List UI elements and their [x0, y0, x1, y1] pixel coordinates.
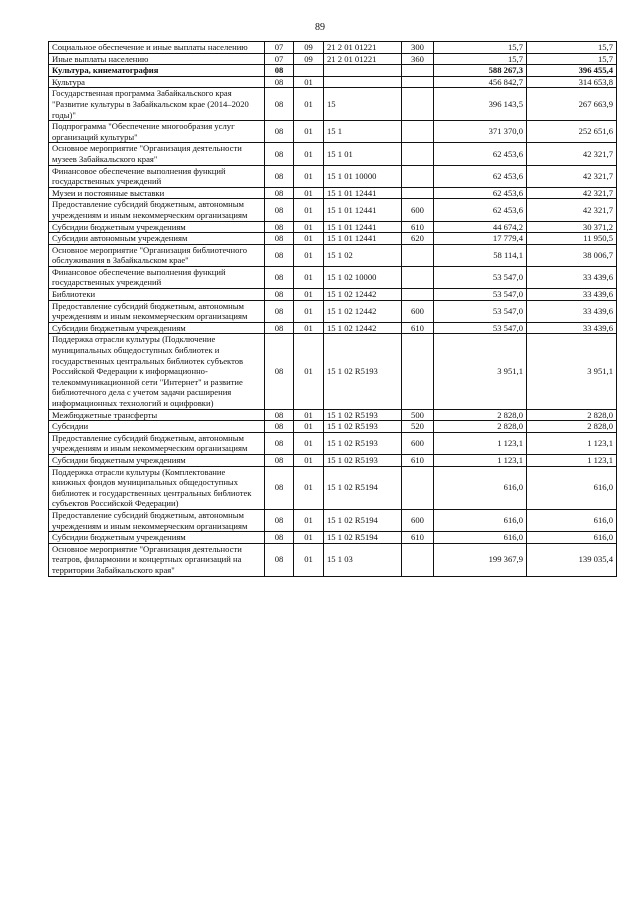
row-name-cell: Финансовое обеспечение выполнения функций государственных учреждений — [49, 165, 265, 187]
row-target-code-cell: 15 1 02 R5194 — [324, 509, 402, 531]
table-row — [49, 233, 617, 245]
row-amount-1-cell: 62 453,6 — [434, 165, 527, 187]
row-ved-cell: 08 — [265, 454, 294, 466]
row-section-cell: 01 — [294, 289, 324, 301]
table-row — [49, 289, 617, 301]
row-expense-type-cell: 300 — [402, 42, 434, 54]
row-section-cell: 01 — [294, 244, 324, 266]
row-section-cell: 01 — [294, 543, 324, 576]
table-row — [49, 466, 617, 509]
row-name-cell: Предоставление субсидий бюджетным, автономным учреждениям и иным некоммерческим организациям — [49, 432, 265, 454]
row-name-cell: Финансовое обеспечение выполнения функций государственных учреждений — [49, 266, 265, 288]
row-amount-1-cell: 2 828,0 — [434, 409, 527, 421]
row-amount-1-cell: 53 547,0 — [434, 266, 527, 288]
table-row — [49, 165, 617, 187]
row-ved-cell: 08 — [265, 322, 294, 334]
row-target-code-cell: 15 1 02 — [324, 244, 402, 266]
row-name-cell: Основное мероприятие "Организация деятельности театров, филармонии и концертных организаций на территории Забайкальского края" — [49, 543, 265, 576]
row-ved-cell: 08 — [265, 266, 294, 288]
row-expense-type-cell — [402, 76, 434, 88]
row-target-code-cell: 15 1 03 — [324, 543, 402, 576]
row-amount-2-cell: 11 950,5 — [527, 233, 617, 245]
row-amount-1-cell: 53 547,0 — [434, 322, 527, 334]
row-expense-type-cell: 600 — [402, 300, 434, 322]
row-name-cell: Субсидии — [49, 421, 265, 433]
row-amount-2-cell: 616,0 — [527, 532, 617, 544]
row-amount-1-cell: 396 143,5 — [434, 88, 527, 121]
row-target-code-cell: 15 — [324, 88, 402, 121]
row-amount-2-cell: 42 321,7 — [527, 143, 617, 165]
row-amount-1-cell: 588 267,3 — [434, 65, 527, 77]
row-section-cell: 01 — [294, 466, 324, 509]
row-amount-2-cell: 139 035,4 — [527, 543, 617, 576]
row-expense-type-cell: 600 — [402, 509, 434, 531]
row-section-cell: 09 — [294, 42, 324, 54]
row-amount-2-cell: 42 321,7 — [527, 199, 617, 221]
row-section-cell: 01 — [294, 432, 324, 454]
table-row — [49, 65, 617, 77]
row-amount-2-cell: 33 439,6 — [527, 322, 617, 334]
row-name-cell: Субсидии бюджетным учреждениям — [49, 221, 265, 233]
row-expense-type-cell — [402, 466, 434, 509]
table-row — [49, 187, 617, 199]
table-row — [49, 244, 617, 266]
row-expense-type-cell — [402, 143, 434, 165]
row-target-code-cell: 15 1 01 12441 — [324, 233, 402, 245]
row-amount-2-cell: 2 828,0 — [527, 409, 617, 421]
row-amount-1-cell: 371 370,0 — [434, 121, 527, 143]
row-expense-type-cell: 600 — [402, 432, 434, 454]
row-target-code-cell: 15 1 01 10000 — [324, 165, 402, 187]
row-target-code-cell: 15 1 02 R5193 — [324, 334, 402, 409]
row-expense-type-cell: 610 — [402, 454, 434, 466]
row-target-code-cell: 15 1 02 12442 — [324, 289, 402, 301]
row-amount-2-cell: 42 321,7 — [527, 187, 617, 199]
row-amount-2-cell: 38 006,7 — [527, 244, 617, 266]
row-amount-1-cell: 616,0 — [434, 532, 527, 544]
row-expense-type-cell: 610 — [402, 221, 434, 233]
row-amount-1-cell: 62 453,6 — [434, 199, 527, 221]
row-section-cell: 01 — [294, 334, 324, 409]
row-amount-1-cell: 3 951,1 — [434, 334, 527, 409]
row-name-cell: Субсидии бюджетным учреждениям — [49, 454, 265, 466]
row-amount-1-cell: 616,0 — [434, 509, 527, 531]
row-name-cell: Субсидии бюджетным учреждениям — [49, 532, 265, 544]
row-section-cell: 01 — [294, 221, 324, 233]
row-amount-1-cell: 199 367,9 — [434, 543, 527, 576]
table-row — [49, 221, 617, 233]
row-target-code-cell: 15 1 02 R5193 — [324, 409, 402, 421]
table-row — [49, 266, 617, 288]
row-ved-cell: 08 — [265, 409, 294, 421]
row-section-cell: 01 — [294, 187, 324, 199]
row-name-cell: Субсидии автономным учреждениям — [49, 233, 265, 245]
table-row — [49, 76, 617, 88]
row-amount-1-cell: 1 123,1 — [434, 454, 527, 466]
row-expense-type-cell — [402, 88, 434, 121]
row-amount-1-cell: 62 453,6 — [434, 143, 527, 165]
row-expense-type-cell: 600 — [402, 199, 434, 221]
row-amount-2-cell: 42 321,7 — [527, 165, 617, 187]
table-row — [49, 334, 617, 409]
row-amount-1-cell: 58 114,1 — [434, 244, 527, 266]
row-expense-type-cell — [402, 165, 434, 187]
table-row — [49, 454, 617, 466]
row-name-cell: Социальное обеспечение и иные выплаты населению — [49, 42, 265, 54]
row-section-cell: 01 — [294, 76, 324, 88]
table-row — [49, 322, 617, 334]
row-amount-1-cell: 2 828,0 — [434, 421, 527, 433]
row-section-cell: 01 — [294, 300, 324, 322]
row-name-cell: Субсидии бюджетным учреждениям — [49, 322, 265, 334]
row-ved-cell: 08 — [265, 300, 294, 322]
row-amount-2-cell: 616,0 — [527, 466, 617, 509]
table-row — [49, 432, 617, 454]
row-ved-cell: 08 — [265, 88, 294, 121]
row-amount-2-cell: 267 663,9 — [527, 88, 617, 121]
row-target-code-cell — [324, 65, 402, 77]
table-row — [49, 509, 617, 531]
row-target-code-cell: 15 1 02 R5193 — [324, 432, 402, 454]
row-expense-type-cell: 620 — [402, 233, 434, 245]
row-amount-1-cell: 456 842,7 — [434, 76, 527, 88]
row-amount-1-cell: 17 779,4 — [434, 233, 527, 245]
table-row — [49, 121, 617, 143]
row-amount-1-cell: 616,0 — [434, 466, 527, 509]
row-target-code-cell — [324, 76, 402, 88]
row-amount-2-cell: 1 123,1 — [527, 454, 617, 466]
row-section-cell: 01 — [294, 322, 324, 334]
row-amount-2-cell: 616,0 — [527, 509, 617, 531]
table-row — [49, 199, 617, 221]
row-name-cell: Предоставление субсидий бюджетным, автономным учреждениям и иным некоммерческим организациям — [49, 199, 265, 221]
row-amount-1-cell: 44 674,2 — [434, 221, 527, 233]
table-row — [49, 532, 617, 544]
row-amount-1-cell: 15,7 — [434, 53, 527, 65]
table-row — [49, 409, 617, 421]
row-expense-type-cell: 610 — [402, 322, 434, 334]
row-ved-cell: 08 — [265, 187, 294, 199]
row-name-cell: Основное мероприятие "Организация деятельности музеев Забайкальского края" — [49, 143, 265, 165]
row-ved-cell: 08 — [265, 221, 294, 233]
row-amount-1-cell: 1 123,1 — [434, 432, 527, 454]
row-amount-2-cell: 3 951,1 — [527, 334, 617, 409]
row-amount-2-cell: 2 828,0 — [527, 421, 617, 433]
row-target-code-cell: 15 1 — [324, 121, 402, 143]
row-amount-2-cell: 252 651,6 — [527, 121, 617, 143]
table-row — [49, 421, 617, 433]
row-target-code-cell: 15 1 01 12441 — [324, 199, 402, 221]
row-name-cell: Предоставление субсидий бюджетным, автономным учреждениям и иным некоммерческим организациям — [49, 509, 265, 531]
row-expense-type-cell: 500 — [402, 409, 434, 421]
row-section-cell: 01 — [294, 121, 324, 143]
row-ved-cell: 08 — [265, 244, 294, 266]
row-amount-2-cell: 30 371,2 — [527, 221, 617, 233]
page-number: 89 — [315, 22, 325, 33]
row-target-code-cell: 15 1 02 10000 — [324, 266, 402, 288]
row-ved-cell: 08 — [265, 121, 294, 143]
row-expense-type-cell: 610 — [402, 532, 434, 544]
row-ved-cell: 08 — [265, 289, 294, 301]
row-name-cell: Государственная программа Забайкальского края "Развитие культуры в Забайкальском крае (2014–2020 годы)" — [49, 88, 265, 121]
row-target-code-cell: 21 2 01 01221 — [324, 42, 402, 54]
table-row — [49, 543, 617, 576]
row-name-cell: Культура — [49, 76, 265, 88]
row-amount-1-cell: 53 547,0 — [434, 289, 527, 301]
row-amount-1-cell: 62 453,6 — [434, 187, 527, 199]
row-ved-cell: 08 — [265, 143, 294, 165]
row-amount-2-cell: 314 653,8 — [527, 76, 617, 88]
table-row — [49, 300, 617, 322]
row-expense-type-cell — [402, 187, 434, 199]
row-name-cell: Межбюджетные трансферты — [49, 409, 265, 421]
row-name-cell: Предоставление субсидий бюджетным, автономным учреждениям и иным некоммерческим организациям — [49, 300, 265, 322]
row-expense-type-cell — [402, 65, 434, 77]
row-name-cell: Поддержка отрасли культуры (Подключение муниципальных общедоступных библиотек и государственных центральных библиотек субъектов Российской Федерации к информационно-телекоммуникационной сети "Интернет" и развитие библиотечного дела с учетом задачи расширения информационных технологий и оцифровки) — [49, 334, 265, 409]
row-target-code-cell: 15 1 01 12441 — [324, 187, 402, 199]
row-amount-1-cell: 15,7 — [434, 42, 527, 54]
row-amount-2-cell: 33 439,6 — [527, 300, 617, 322]
row-name-cell: Иные выплаты населению — [49, 53, 265, 65]
row-section-cell: 01 — [294, 266, 324, 288]
row-ved-cell: 08 — [265, 165, 294, 187]
row-section-cell: 01 — [294, 509, 324, 531]
row-target-code-cell: 15 1 01 — [324, 143, 402, 165]
row-expense-type-cell — [402, 244, 434, 266]
row-target-code-cell: 15 1 02 12442 — [324, 300, 402, 322]
row-expense-type-cell: 360 — [402, 53, 434, 65]
row-section-cell — [294, 65, 324, 77]
row-section-cell: 01 — [294, 199, 324, 221]
row-expense-type-cell: 520 — [402, 421, 434, 433]
row-target-code-cell: 15 1 02 R5193 — [324, 421, 402, 433]
row-ved-cell: 07 — [265, 53, 294, 65]
row-amount-2-cell: 1 123,1 — [527, 432, 617, 454]
row-target-code-cell: 15 1 02 R5194 — [324, 466, 402, 509]
row-ved-cell: 08 — [265, 76, 294, 88]
row-name-cell: Музеи и постоянные выставки — [49, 187, 265, 199]
row-expense-type-cell — [402, 543, 434, 576]
row-name-cell: Поддержка отрасли культуры (Комплектование книжных фондов муниципальных общедоступных библиотек и государственных центральных библиотек субъектов Российской Федерации) — [49, 466, 265, 509]
row-section-cell: 01 — [294, 165, 324, 187]
row-ved-cell: 08 — [265, 466, 294, 509]
budget-table — [48, 41, 617, 577]
row-ved-cell: 08 — [265, 543, 294, 576]
row-name-cell: Библиотеки — [49, 289, 265, 301]
row-name-cell: Подпрограмма "Обеспечение многообразия услуг организаций культуры" — [49, 121, 265, 143]
budget-table-body — [49, 42, 617, 577]
row-section-cell: 01 — [294, 233, 324, 245]
table-row — [49, 88, 617, 121]
row-target-code-cell: 15 1 02 12442 — [324, 322, 402, 334]
row-section-cell: 01 — [294, 143, 324, 165]
row-name-cell: Основное мероприятие "Организация библиотечного обслуживания в Забайкальском крае" — [49, 244, 265, 266]
row-ved-cell: 07 — [265, 42, 294, 54]
row-target-code-cell: 15 1 02 R5193 — [324, 454, 402, 466]
row-ved-cell: 08 — [265, 432, 294, 454]
row-expense-type-cell — [402, 289, 434, 301]
row-target-code-cell: 21 2 01 01221 — [324, 53, 402, 65]
table-row — [49, 143, 617, 165]
table-row — [49, 53, 617, 65]
row-target-code-cell: 15 1 01 12441 — [324, 221, 402, 233]
row-ved-cell: 08 — [265, 421, 294, 433]
row-section-cell: 01 — [294, 88, 324, 121]
row-amount-2-cell: 33 439,6 — [527, 289, 617, 301]
row-section-cell: 01 — [294, 409, 324, 421]
row-section-cell: 01 — [294, 532, 324, 544]
row-name-cell: Культура, кинематография — [49, 65, 265, 77]
row-amount-2-cell: 33 439,6 — [527, 266, 617, 288]
table-row — [49, 42, 617, 54]
row-section-cell: 09 — [294, 53, 324, 65]
row-ved-cell: 08 — [265, 199, 294, 221]
row-ved-cell: 08 — [265, 65, 294, 77]
row-ved-cell: 08 — [265, 334, 294, 409]
row-amount-2-cell: 396 455,4 — [527, 65, 617, 77]
row-section-cell: 01 — [294, 454, 324, 466]
row-expense-type-cell — [402, 334, 434, 409]
row-amount-2-cell: 15,7 — [527, 42, 617, 54]
row-expense-type-cell — [402, 266, 434, 288]
row-ved-cell: 08 — [265, 509, 294, 531]
row-amount-2-cell: 15,7 — [527, 53, 617, 65]
row-target-code-cell: 15 1 02 R5194 — [324, 532, 402, 544]
row-amount-1-cell: 53 547,0 — [434, 300, 527, 322]
row-section-cell: 01 — [294, 421, 324, 433]
row-ved-cell: 08 — [265, 233, 294, 245]
row-expense-type-cell — [402, 121, 434, 143]
row-ved-cell: 08 — [265, 532, 294, 544]
